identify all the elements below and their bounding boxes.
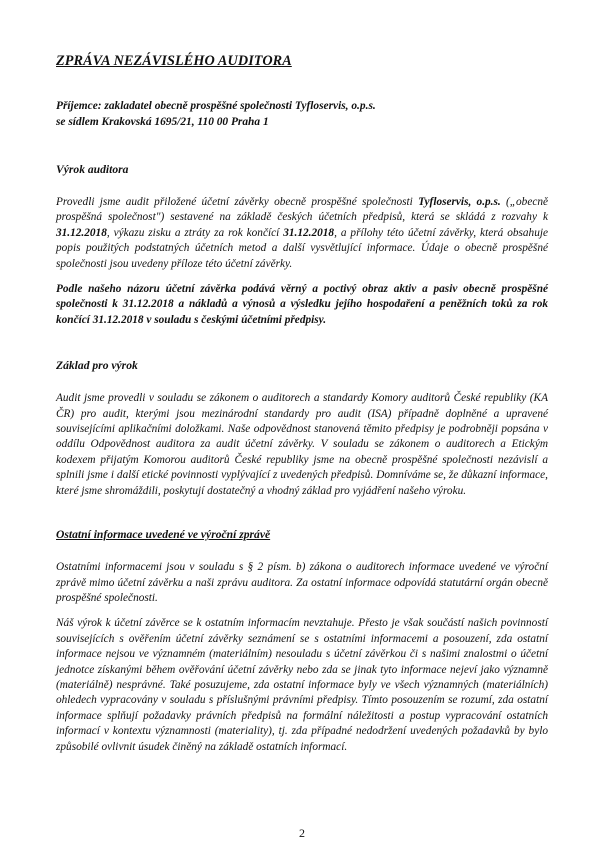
opinion-paragraph-1: Provedli jsme audit přiložené účetní závěrky obecně prospěšné společnosti Tyfloservis, o.p.s. („obecně prospěšná společnost") sestavené na základě českých účetních předpisů, která se skládá z rozvahy k 31.12.2018, výkazu zisku a ztráty za rok končící 31.12.2018, a přílohy této účetní závěrky, která obsahuje popis použitých podstatných účetních metod a další vysvětlující informace. Údaje o obecně prospěšné společnosti jsou uvedeny příloze této účetní závěrky. — [56, 196, 549, 270]
recipient-line-1: Příjemce: zakladatel obecně prospěšné společnosti Tyfloservis, o.p.s. — [56, 100, 376, 112]
report-title: ZPRÁVA NEZÁVISLÉHO AUDITORA — [56, 53, 292, 69]
page-number: 2 — [299, 826, 305, 840]
recipient-line-2: se sídlem Krakovská 1695/21, 110 00 Praha 1 — [56, 116, 269, 128]
opinion-paragraph-2: Podle našeho názoru účetní závěrka podává věrný a poctivý obraz aktiv a pasiv obecně prospěšné společnosti k 31.12.2018 a nákladů a výnosů a výsledku jejího hospodaření a peněžních toků za rok končící 31.12.2018 v souladu s českými účetními předpisy. — [56, 283, 548, 326]
section-heading-basis: Základ pro výrok — [56, 359, 138, 373]
other-info-paragraph-2: Náš výrok k účetní závěrce se k ostatním informacím nevztahuje. Přesto je však součástí našich povinností souvisejících s ověřením účetní závěrky seznámení se s ostatními informacemi a posouzení, zda ostatní informace nejsou ve významném (materiálním) nesouladu s účetní závěrkou či s našimi znalostmi o účetní jednotce získanými během ověřování účetní závěrky nebo zda se jinak tyto informace nejeví jako významně (materiálně) nesprávné. Také posuzujeme, zda ostatní informace byly ve všech významných (materiálních) ohledech vypracovány v souladu s příslušnými právními předpisy. Tímto posouzením se rozumí, zda ostatní informace splňují požadavky právních předpisů na formální náležitosti a postup vypracování ostatních informací v kontextu významnosti (materiality), tj. zda případné nedodržení uvedených požadavků by bylo způsobilé ovlivnit úsudek činěný na základě ostatních informací. — [56, 617, 548, 753]
other-info-paragraph-1: Ostatními informacemi jsou v souladu s § 2 písm. b) zákona o auditorech informace uvedené ve výroční zprávě mimo účetní závěrku a naši zprávu auditora. Za ostatní informace odpovídá statutární orgán obecně prospěšné společnosti. — [56, 561, 548, 604]
section-heading-other-info: Ostatní informace uvedené ve výroční zprávě — [56, 528, 271, 542]
basis-paragraph: Audit jsme provedli v souladu se zákonem o auditorech a standardy Komory auditorů České republiky (KA ČR) pro audit, kterými jsou mezinárodní standardy pro audit (ISA) případně doplněné a upravené souvisejícími aplikačními doložkami. Naše odpovědnost stanovená těmito předpisy je podrobněji popsána v oddílu Odpovědnost auditora za audit účetní závěrky. V souladu se zákonem o auditorech a Etickým kodexem přijatým Komorou auditorů České republiky jsme na obecně prospěšné společnosti nezávislí a splnili jsme i další etické povinnosti vyplývající z uvedených předpisů. Domníváme se, že důkazní informace, které jsme shromáždili, poskytují dostatečný a vhodný základ pro vyjádření našeho výroku. — [56, 392, 548, 497]
recipient-block — [56, 98, 548, 130]
document-page — [56, 52, 548, 755]
section-heading-opinion: Výrok auditora — [56, 163, 129, 176]
